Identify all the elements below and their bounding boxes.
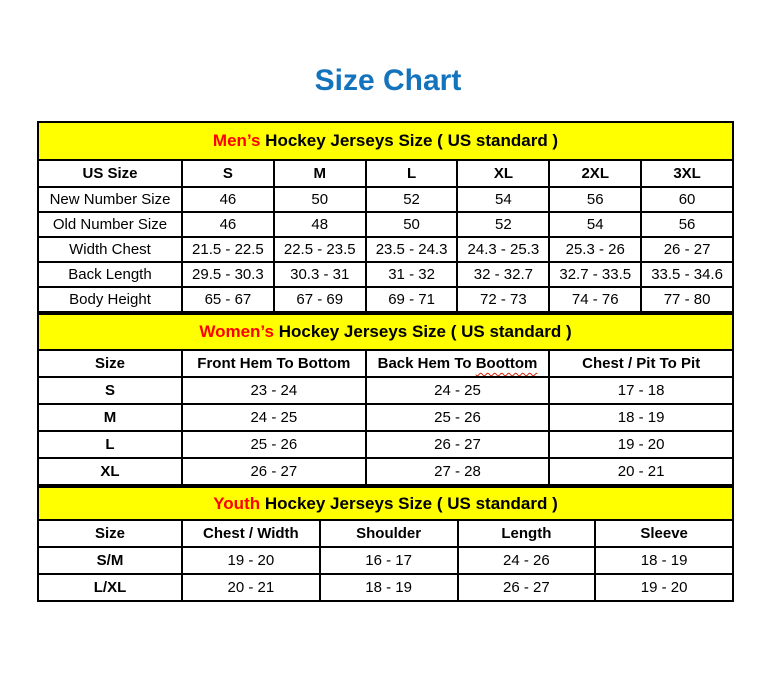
data-cell: 54 — [457, 187, 549, 212]
data-cell: 29.5 - 30.3 — [182, 262, 274, 287]
table-row — [38, 431, 733, 458]
table-row — [38, 547, 733, 574]
data-cell: 72 - 73 — [457, 287, 549, 312]
data-cell: 19 - 20 — [595, 574, 733, 601]
row-label: Body Height — [38, 287, 182, 312]
data-cell: 18 - 19 — [595, 547, 733, 574]
data-cell: 27 - 28 — [366, 458, 550, 485]
data-cell: 48 — [274, 212, 366, 237]
data-cell: 46 — [182, 212, 274, 237]
table-row — [38, 262, 733, 287]
row-label: M — [38, 404, 182, 431]
youth-header-cell: Length — [458, 520, 596, 547]
data-cell: 32.7 - 33.5 — [549, 262, 641, 287]
mens-header-cell: XL — [457, 160, 549, 187]
page-title: Size Chart — [314, 64, 462, 97]
youth-header-row — [38, 520, 733, 547]
table-row — [38, 187, 733, 212]
data-cell: 23 - 24 — [182, 377, 366, 404]
youth-banner-text: Hockey Jerseys Size ( US standard ) — [260, 493, 558, 513]
mens-header-cell: US Size — [38, 160, 182, 187]
data-cell: 69 - 71 — [366, 287, 458, 312]
youth-banner-highlight: Youth — [213, 493, 261, 513]
table-row — [38, 377, 733, 404]
size-chart — [37, 121, 734, 602]
data-cell: 31 - 32 — [366, 262, 458, 287]
mens-banner-highlight: Men’s — [212, 131, 261, 150]
mens-header-cell: 3XL — [641, 160, 733, 187]
table-row — [38, 404, 733, 431]
mens-banner-text: Hockey Jerseys Size ( US standard ) — [260, 131, 559, 150]
womens-banner-highlight: Women’s — [199, 322, 274, 341]
womens-banner-text: Hockey Jerseys Size ( US standard ) — [273, 322, 572, 341]
data-cell: 65 - 67 — [182, 287, 274, 312]
womens-banner-row — [38, 314, 733, 350]
mens-banner-row — [38, 122, 733, 160]
row-label: S/M — [38, 547, 182, 574]
data-cell: 23.5 - 24.3 — [366, 237, 458, 262]
data-cell: 24.3 - 25.3 — [457, 237, 549, 262]
data-cell: 24 - 26 — [458, 547, 596, 574]
data-cell: 20 - 21 — [182, 574, 320, 601]
data-cell: 50 — [274, 187, 366, 212]
mens-header-cell: L — [366, 160, 458, 187]
youth-banner-row — [38, 487, 733, 520]
data-cell: 18 - 19 — [320, 574, 458, 601]
data-cell: 24 - 25 — [182, 404, 366, 431]
table-row — [38, 287, 733, 312]
data-cell: 19 - 20 — [549, 431, 733, 458]
youth-banner — [38, 487, 733, 520]
mens-size-table — [37, 121, 734, 313]
data-cell: 25 - 26 — [182, 431, 366, 458]
mens-header-cell: M — [274, 160, 366, 187]
data-cell: 18 - 19 — [549, 404, 733, 431]
womens-banner — [38, 314, 733, 350]
data-cell: 50 — [366, 212, 458, 237]
data-cell: 52 — [366, 187, 458, 212]
mens-banner — [38, 122, 733, 160]
row-label: Width Chest — [38, 237, 182, 262]
womens-header-row — [38, 350, 733, 377]
data-cell: 22.5 - 23.5 — [274, 237, 366, 262]
row-label: L — [38, 431, 182, 458]
data-cell: 56 — [549, 187, 641, 212]
data-cell: 74 - 76 — [549, 287, 641, 312]
youth-size-table — [37, 486, 734, 602]
womens-size-table — [37, 313, 734, 486]
table-row — [38, 574, 733, 601]
data-cell: 17 - 18 — [549, 377, 733, 404]
row-label: L/XL — [38, 574, 182, 601]
table-row — [38, 212, 733, 237]
mens-header-cell: 2XL — [549, 160, 641, 187]
womens-header-cell — [366, 350, 550, 377]
youth-header-cell: Chest / Width — [182, 520, 320, 547]
data-cell: 56 — [641, 212, 733, 237]
womens-header-back-hem-prefix: Back Hem To — [377, 355, 476, 372]
data-cell: 25 - 26 — [366, 404, 550, 431]
youth-header-cell: Size — [38, 520, 182, 547]
womens-header-cell: Size — [38, 350, 182, 377]
table-row — [38, 458, 733, 485]
mens-header-cell: S — [182, 160, 274, 187]
table-row — [38, 237, 733, 262]
womens-header-back-hem-misspelled: Boottom — [475, 355, 538, 372]
data-cell: 19 - 20 — [182, 547, 320, 574]
data-cell: 30.3 - 31 — [274, 262, 366, 287]
youth-header-cell: Sleeve — [595, 520, 733, 547]
mens-header-row — [38, 160, 733, 187]
data-cell: 32 - 32.7 — [457, 262, 549, 287]
data-cell: 26 - 27 — [366, 431, 550, 458]
data-cell: 26 - 27 — [641, 237, 733, 262]
data-cell: 52 — [457, 212, 549, 237]
row-label: S — [38, 377, 182, 404]
data-cell: 25.3 - 26 — [549, 237, 641, 262]
youth-header-cell: Shoulder — [320, 520, 458, 547]
data-cell: 16 - 17 — [320, 547, 458, 574]
data-cell: 60 — [641, 187, 733, 212]
data-cell: 20 - 21 — [549, 458, 733, 485]
data-cell: 21.5 - 22.5 — [182, 237, 274, 262]
data-cell: 67 - 69 — [274, 287, 366, 312]
data-cell: 26 - 27 — [182, 458, 366, 485]
row-label: XL — [38, 458, 182, 485]
womens-header-cell: Chest / Pit To Pit — [549, 350, 733, 377]
row-label: New Number Size — [38, 187, 182, 212]
data-cell: 33.5 - 34.6 — [641, 262, 733, 287]
data-cell: 46 — [182, 187, 274, 212]
row-label: Old Number Size — [38, 212, 182, 237]
data-cell: 24 - 25 — [366, 377, 550, 404]
data-cell: 54 — [549, 212, 641, 237]
row-label: Back Length — [38, 262, 182, 287]
data-cell: 26 - 27 — [458, 574, 596, 601]
womens-header-cell: Front Hem To Bottom — [182, 350, 366, 377]
data-cell: 77 - 80 — [641, 287, 733, 312]
